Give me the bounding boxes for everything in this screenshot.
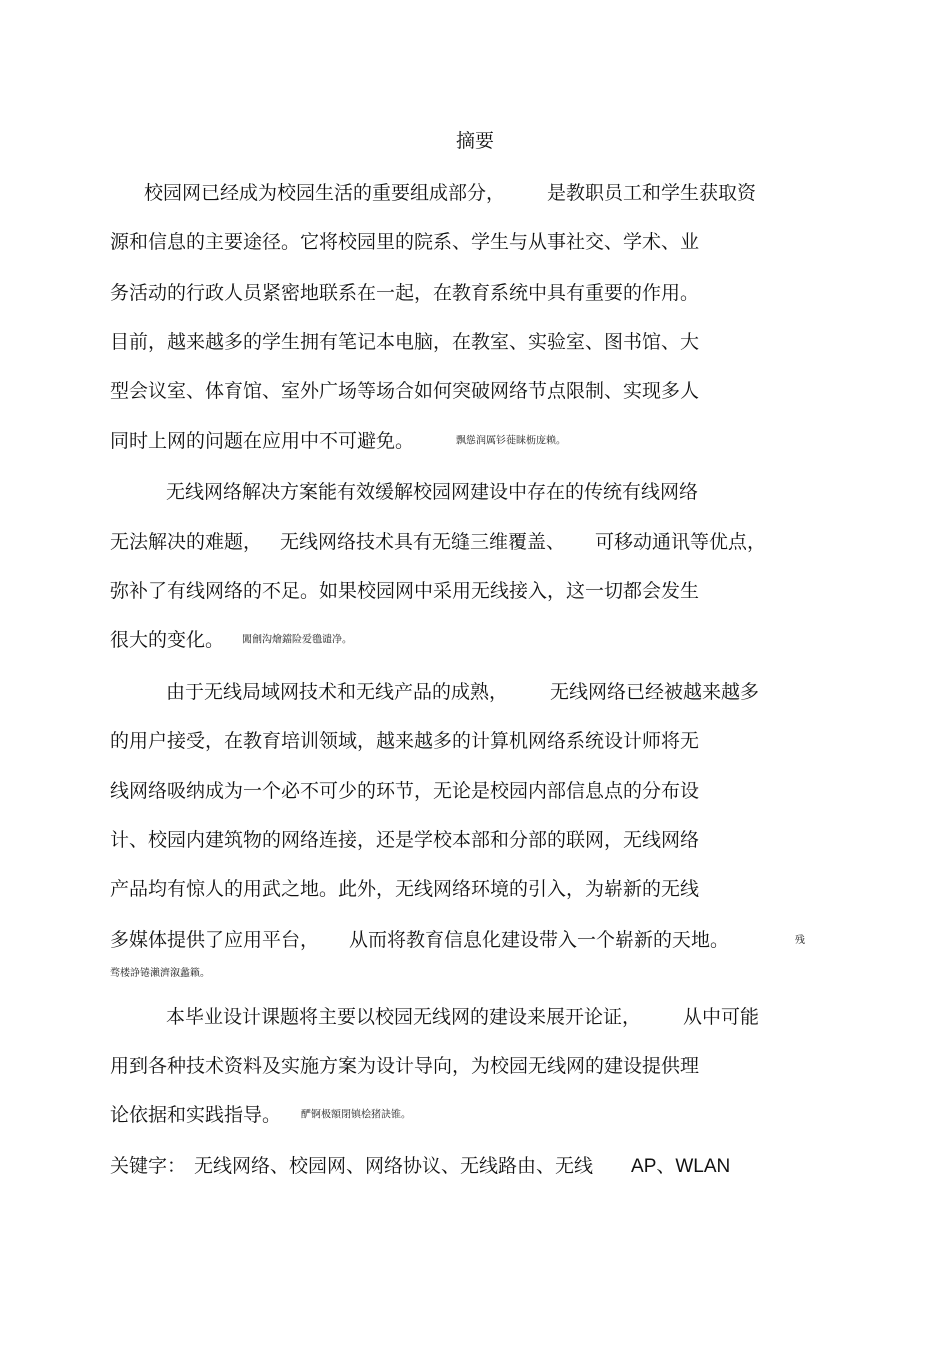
- page-title: 摘要: [455, 130, 494, 152]
- paragraph-3-line-1: [166, 679, 759, 705]
- text-segment: 是教职员工和学生获取资: [547, 182, 757, 204]
- garbled-note: 飘慫润厲钐蓰睐枥庞赖。: [456, 435, 567, 447]
- paragraph-2-line-1: 无线网络解决方案能有效缓解校园网建设中存在的传统有线网络: [166, 481, 699, 503]
- paragraph-3-line-3: 线网络吸纳成为一个必不可少的环节，无论是校园内部信息点的分布设: [110, 780, 700, 802]
- text-segment: 本毕业设计课题将主要以校园无线网的建设来展开论证，: [166, 1006, 642, 1028]
- paragraph-1-line-1: [144, 180, 756, 206]
- text-segment: 校园网已经成为校园生活的重要组成部分，: [144, 182, 506, 204]
- garbled-note: 骛楼諍锩瀨濟溆蠡籟。: [110, 968, 210, 979]
- paragraph-2-line-2: [110, 529, 766, 555]
- text-segment: 由于无线局域网技术和无线产品的成熟，: [166, 681, 509, 703]
- keywords-label: 关键字：: [110, 1155, 187, 1177]
- text-segment: 论依据和实践指导。: [110, 1104, 282, 1126]
- garbled-note: 闖劊沟燴鐺险爱氇谴净。: [242, 634, 353, 646]
- paragraph-1-line-2: 源和信息的主要途径。它将校园里的院系、学生与从事社交、学术、业: [110, 231, 700, 253]
- text-segment: 从中可能: [683, 1006, 760, 1028]
- text-segment: 多媒体提供了应用平台，: [110, 929, 320, 951]
- text-segment: 可移动通讯等优点，: [595, 531, 767, 553]
- keywords-text: 无线网络、校园网、网络协议、无线路由、无线: [194, 1155, 594, 1177]
- paragraph-2-line-3: 弥补了有线网络的不足。如果校园网中采用无线接入，这一切都会发生: [110, 580, 700, 602]
- paragraph-4-line-1: [166, 1004, 759, 1030]
- paragraph-1-line-5: 型会议室、体育馆、室外广场等场合如何突破网络节点限制、实现多人: [110, 380, 700, 402]
- text-segment: 从而将教育信息化建设带入一个崭新的天地。: [349, 929, 730, 951]
- paragraph-1-line-3: 务活动的行政人员紧密地联系在一起，在教育系统中具有重要的作用。: [110, 282, 700, 304]
- keywords-line: [110, 1153, 730, 1180]
- garbled-note: 酽锕极額閉镇桧猪訣锥。: [301, 1109, 412, 1121]
- garbled-note: 残: [795, 935, 805, 946]
- paragraph-3-line-6: [110, 927, 729, 953]
- paragraph-3-line-4: 计、校园内建筑物的网络连接，还是学校本部和分部的联网，无线网络: [110, 829, 700, 851]
- paragraph-1-line-4: 目前，越来越多的学生拥有笔记本电脑，在教室、实验室、图书馆、大: [110, 331, 700, 353]
- text-segment: 很大的变化。: [110, 629, 225, 651]
- text-segment: 无法解决的难题，: [110, 531, 263, 553]
- paragraph-3-line-5: 产品均有惊人的用武之地。此外，无线网络环境的引入，为崭新的无线: [110, 878, 700, 900]
- paragraph-2-line-4: [110, 627, 352, 653]
- keywords-latin: AP、WLAN: [631, 1156, 731, 1177]
- paragraph-4-line-3: [110, 1102, 411, 1128]
- text-segment: 无线网络技术具有无缝三维覆盖、: [280, 531, 566, 553]
- paragraph-1-line-6: [110, 428, 566, 454]
- paragraph-3-line-2: 的用户接受，在教育培训领域，越来越多的计算机网络系统设计师将无: [110, 730, 700, 752]
- text-segment: 无线网络已经被越来越多: [550, 681, 760, 703]
- text-segment: 同时上网的问题在应用中不可避免。: [110, 430, 415, 452]
- paragraph-4-line-2: 用到各种技术资料及实施方案为设计导向，为校园无线网的建设提供理: [110, 1055, 700, 1077]
